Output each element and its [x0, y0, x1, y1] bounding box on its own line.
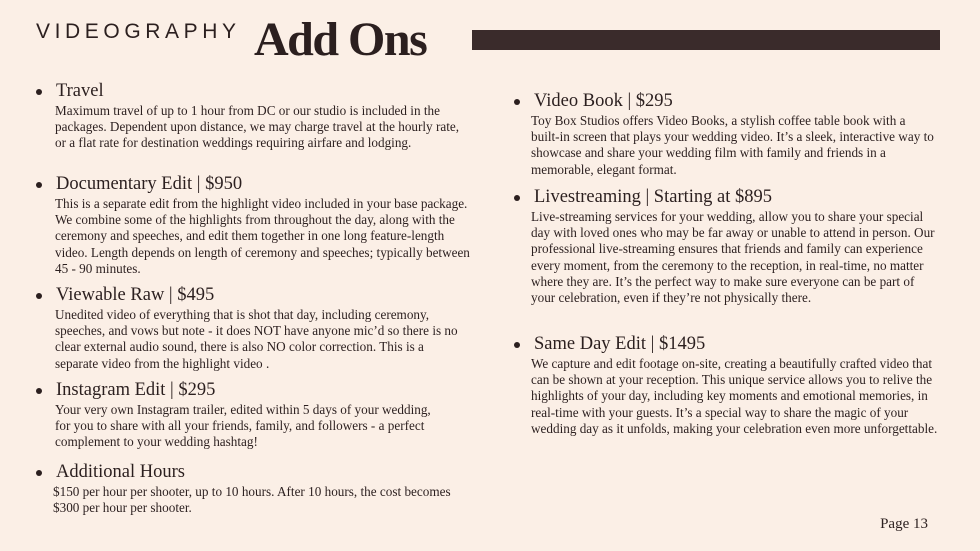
addon-description: Toy Box Studios offers Video Books, a stylish coffee table book with a built-in screen that plays your wedding video. It’s a sleek, interactive way to showcase and share your wedding film with family and friends in a memorable, elegant format.: [531, 113, 934, 177]
addon-description: Your very own Instagram trailer, edited within 5 days of your wedding, for you to share with all your friends, family, and followers - a perfect complement to your wedding hashtag!: [55, 402, 431, 450]
page-number: Page 13: [880, 516, 928, 532]
addon-heading: Documentary Edit | $950: [36, 173, 476, 195]
addon-description: This is a separate edit from the highlight video included in your base package. We combine some of the highlights from throughout the day, along with the ceremony and speeches, and edit them together in one long feature-length video. Length depends on length of ceremony and speeches; typically between 45 - 90 minutes.: [55, 196, 470, 276]
addon-description: We capture and edit footage on-site, creating a beautifully crafted video that can be shown at your reception. This unique service allows you to relive the highlights of your day, including key moments and emotional memories, in real-time with your guests. It’s a special way to share the magic of your wedding day as it unfolds, making your celebration even more unforgettable.: [531, 356, 938, 436]
page-title: Add Ons: [254, 13, 427, 66]
addon-travel: [36, 80, 466, 152]
decorative-bar: [472, 30, 940, 50]
addon-heading: Additional Hours: [36, 461, 456, 483]
addon-heading: Same Day Edit | $1495: [514, 333, 939, 355]
addon-description: $150 per hour per shooter, up to 10 hours. After 10 hours, the cost becomes $300 per hour per shooter.: [53, 484, 451, 516]
addon-video-book: [514, 90, 934, 178]
section-kicker: VIDEOGRAPHY: [36, 20, 241, 43]
addon-heading: Viewable Raw | $495: [36, 284, 466, 306]
addon-heading: Livestreaming | Starting at $895: [514, 186, 939, 208]
addon-additional-hours: [36, 461, 456, 516]
addon-description: Unedited video of everything that is shot that day, including ceremony, speeches, and vows but note - it does NOT have anyone mic’d so there is no clear external audio sound, there is also NO color correction. This is a separate video from the highlight video .: [55, 307, 458, 371]
addon-livestreaming: [514, 186, 939, 306]
addon-documentary-edit: [36, 173, 476, 277]
addon-heading: Travel: [36, 80, 466, 102]
addon-same-day-edit: [514, 333, 939, 437]
addon-viewable-raw: [36, 284, 466, 372]
addon-instagram-edit: [36, 379, 436, 451]
addon-description: Maximum travel of up to 1 hour from DC or our studio is included in the packages. Dependent upon distance, we may charge travel at the hourly rate, or a flat rate for destination weddings requiring airfare and lodging.: [55, 103, 460, 151]
addon-heading: Instagram Edit | $295: [36, 379, 436, 401]
addon-heading: Video Book | $295: [514, 90, 934, 112]
addon-description: Live-streaming services for your wedding, allow you to share your special day with loved ones who may be far away or unable to attend in person. Our professional live-streaming ensures that friends and family can experience every moment, from the ceremony to the reception, in real-time, no matter where they are. It’s the perfect way to make sure everyone can be part of your celebration, even if they’re not physically there.: [531, 209, 935, 306]
